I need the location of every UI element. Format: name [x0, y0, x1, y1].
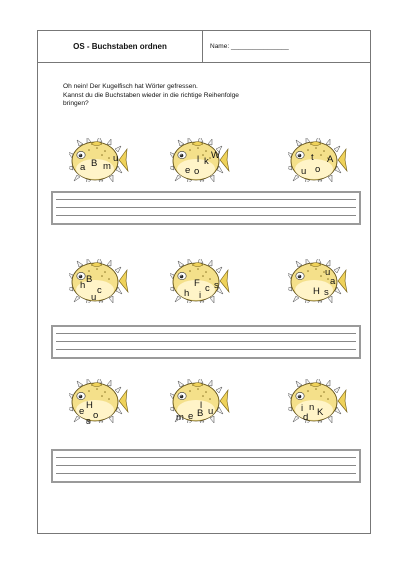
pufferfish: [69, 138, 129, 182]
fish-letter: a: [80, 162, 86, 173]
instruction-line: Kannst du die Buchstaben wieder in die richtige Reihenfolge: [63, 91, 239, 99]
answer-lines[interactable]: [51, 325, 361, 359]
fish-letter: a: [330, 276, 336, 287]
header: [38, 31, 370, 63]
pufferfish-icon: [170, 138, 230, 182]
fish-letter: i: [301, 403, 304, 414]
instructions: [63, 83, 353, 109]
fish-letter: u: [208, 406, 214, 417]
fish-letter: c: [97, 285, 102, 296]
fish-letter: B: [91, 158, 98, 169]
answer-lines[interactable]: [51, 191, 361, 225]
fish-letter: u: [91, 292, 97, 303]
fish-letter: c: [205, 283, 210, 294]
fish-letter: e: [79, 406, 85, 417]
fish-letter: n: [309, 402, 315, 413]
fish-letter: K: [317, 407, 324, 418]
fish-letter: B: [86, 274, 93, 285]
fish-letter: B: [197, 408, 204, 419]
pufferfish: [288, 259, 348, 303]
pufferfish: [69, 259, 129, 303]
fish-letter: m: [176, 412, 184, 423]
pufferfish-icon: [69, 379, 129, 423]
fish-letter: k: [204, 156, 209, 167]
fish-letter: u: [325, 267, 331, 278]
fish-letter: d: [303, 412, 309, 423]
name-field[interactable]: Name: ________________: [210, 43, 289, 50]
fish-letter: s: [324, 287, 329, 298]
fish-letter: l: [200, 400, 203, 411]
instruction-line: Oh nein! Der Kugelfisch hat Wörter gefressen.: [63, 83, 198, 90]
fish-letter: o: [315, 164, 321, 175]
fish-letter: A: [327, 154, 334, 165]
pufferfish: [170, 259, 230, 303]
fish-letter: u: [113, 153, 119, 164]
fish-letter: o: [194, 166, 200, 177]
fish-letter: l: [197, 154, 200, 165]
pufferfish-icon: [69, 259, 129, 303]
pufferfish-icon: [69, 138, 129, 182]
fish-letter: e: [188, 411, 194, 422]
instruction-line: bringen?: [63, 100, 89, 108]
fish-letter: F: [194, 278, 200, 289]
fish-letter: u: [301, 166, 307, 177]
pufferfish: [170, 379, 230, 423]
pufferfish: [288, 379, 348, 423]
fish-letter: t: [311, 152, 314, 163]
fish-letter: o: [93, 410, 99, 421]
pufferfish: [288, 138, 348, 182]
fish-letter: s: [86, 416, 91, 427]
fish-letter: i: [199, 290, 202, 301]
fish-letter: s: [214, 280, 219, 291]
worksheet-page: [37, 30, 371, 534]
fish-letter: W: [211, 150, 220, 161]
pufferfish-icon: [288, 138, 348, 182]
fish-letter: m: [103, 161, 111, 172]
pufferfish: [170, 138, 230, 182]
pufferfish: [69, 379, 129, 427]
fish-letter: H: [313, 286, 320, 297]
fish-letter: e: [185, 165, 191, 176]
worksheet-title: OS - Buchstaben ordnen: [38, 31, 203, 62]
fish-letter: H: [86, 400, 93, 411]
fish-letter: h: [184, 288, 190, 299]
fish-letter: h: [80, 280, 86, 291]
answer-lines[interactable]: [51, 449, 361, 483]
